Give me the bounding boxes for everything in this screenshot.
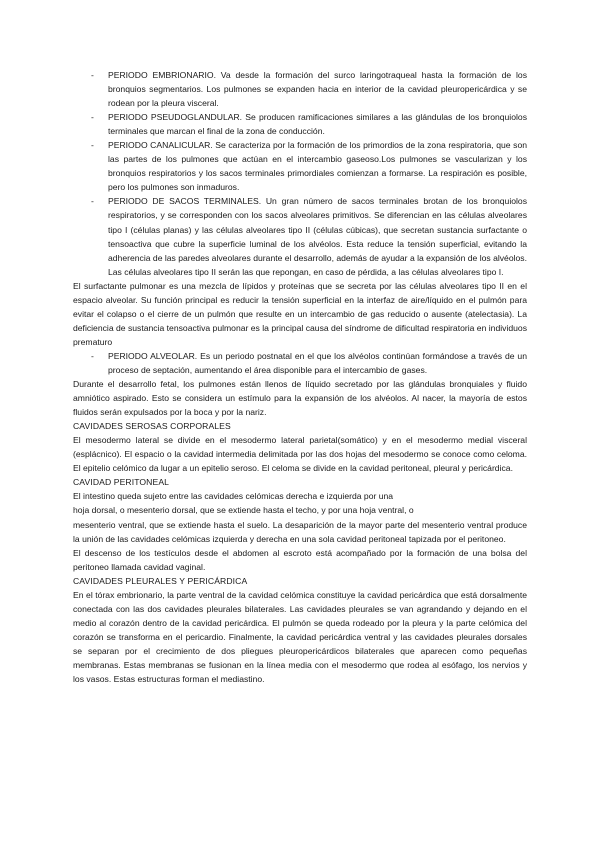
section-heading-serosas: CAVIDADES SEROSAS CORPORALES <box>73 421 231 432</box>
list-item <box>73 194 527 278</box>
bullet-dash: - <box>91 70 94 80</box>
peritoneal-line-1: El intestino queda sujeto entre las cavidades celómicas derecha e izquierda por una <box>73 491 394 502</box>
section-heading-peritoneal: CAVIDAD PERITONEAL <box>73 477 170 488</box>
period-alveolar-text: PERIODO ALVEOLAR. Es un periodo postnatal en el que los alvéolos continúan formándose a través de un proceso de septación, aumentando el área disponible para el intercambio de gases. <box>108 350 527 375</box>
period-canalicular-text: PERIODO CANALICULAR. Se caracteriza por la formación de los primordios de la zona respiratoria, que son las partes de los pulmones que actúan en el intercambio gaseoso.Los pulmones se vascularizan y los bronquios respiratorios y los sacos terminales primordiales comienzan a formarse. La respiración es posible, pero los pulmones son inmaduros. <box>108 140 527 193</box>
paragraph-torax: En el tórax embrionario, la parte ventral de la cavidad celómica constituye la cavidad pericárdica que está dorsalmente conectada con las dos cavidades pleurales bilaterales. Las cavidades pleurales se van agrandando y dejando en el medio al corazón dentro de la cavidad pericárdica. El pulmón se queda rodeado por la pleura y la parte celómica del corazón se transforma en el pericardio. Finalmente, la cavidad pericárdica ventral y las cavidades pleurales dorsales se separan por el crecimiento de dos pliegues pleuropericárdicos bilaterales que aparecen como pequeñas membranas. Estas membranas se fusionan en la línea media con el mesodermo que rodea al esófago, los nervios y los vasos. Estas estructuras forman el mediastino. <box>73 589 527 685</box>
paragraph-desarrollo-fetal: Durante el desarrollo fetal, los pulmones están llenos de líquido secretado por las glándulas bronquiales y fluido amniótico aspirado. Esto se considera un estímulo para la expansión de los alvéolos. Al nacer, la mayoría de estos fluidos serán expulsados por la boca y por la nariz. <box>73 379 527 418</box>
paragraph-mesodermo: El mesodermo lateral se divide en el mesodermo lateral parietal(somático) y en el mesodermo medial visceral (esplácnico). El espacio o la cavidad intermedia delimitada por las dos hojas del mesodermo se conoce como celoma. El epitelio celómico da lugar a un epitelio seroso. El celoma se divide en la cavidad peritoneal, pleural y pericárdica. <box>73 435 527 474</box>
bullet-dash: - <box>91 196 94 207</box>
bullet-dash: - <box>91 140 94 151</box>
list-item <box>73 68 527 110</box>
period-sacos-terminales-text: PERIODO DE SACOS TERMINALES. Un gran número de sacos terminales brotan de los bronquiolos respiratorios, y se corresponden con los sacos alveolares primitivos. Se diferencian en las células alveolares tipo I (células planas) y las células alveolares tipo II (células cúbicas), que secretan sustancia surfactante o tensoactiva que cubre la superficie luminal de los alvéolos. Esta reduce la tensión superficial, evitando la adherencia de las paredes alveolares durante el desarrollo, además de ayudar a la expansión de los alvéolos. Las células alveolares tipo II serán las que repongan, en caso de pérdida, a las células alveolares tipo I. <box>108 196 527 277</box>
period-embrionario-text: PERIODO EMBRIONARIO. Va desde la formación del surco laringotraqueal hasta la formación de los bronquios segmentarios. Los pulmones se expanden hacia en interior de la cavidad pleuropericárdica y se rodean por la pleura visceral. <box>108 70 527 109</box>
development-periods-list <box>73 68 527 279</box>
list-item <box>73 349 527 377</box>
bullet-dash: - <box>91 112 94 123</box>
peritoneal-line-2: hoja dorsal, o mesenterio dorsal, que se extiende hasta el techo, y por una hoja ventral, o <box>73 505 414 516</box>
paragraph-testiculos: El descenso de los testículos desde el abdomen al escroto está acompañado por la formación de una bolsa del peritoneo llamada cavidad vaginal. <box>73 547 527 572</box>
list-item <box>73 138 527 194</box>
list-item <box>73 110 527 138</box>
peritoneal-line-3: mesenterio ventral, que se extiende hasta el suelo. La desaparición de la mayor parte del mesenterio ventral produce la unión de las cavidades celómicas izquierda y derecha en una sola cavidad peritoneal tapizada por el peritoneo. <box>73 519 527 544</box>
bullet-dash: - <box>91 350 94 361</box>
section-heading-pleurales: CAVIDADES PLEURALES Y PERICÁRDICA <box>73 575 248 586</box>
paragraph-surfactante: El surfactante pulmonar es una mezcla de lípidos y proteínas que se secreta por las células alveolares tipo II en el espacio alveolar. Su función principal es reducir la tensión superficial en la interfaz de aire/líquido en el pulmón para evitar el colapso o el cierre de un pulmón que resulte en un intercambio de gas reducido o ausente (atelectasia). La deficiencia de sustancia tensoactiva pulmonar es la principal causa del síndrome de dificultad respiratoria en individuos prematuro <box>73 280 527 347</box>
period-pseudoglandular-text: PERIODO PSEUDOGLANDULAR. Se producen ramificaciones similares a las glándulas de los bronquiolos terminales que marcan el final de la zona de conducción. <box>108 112 527 137</box>
postnatal-period-list <box>73 349 527 377</box>
